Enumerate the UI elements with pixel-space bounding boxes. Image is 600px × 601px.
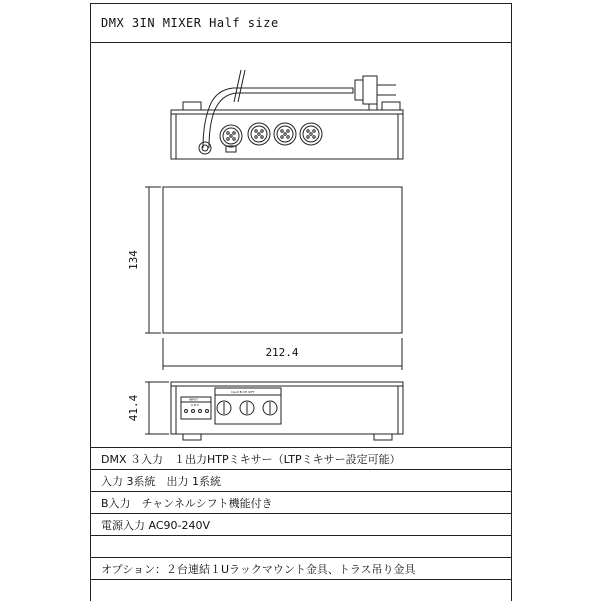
spec-row [91, 579, 511, 599]
spec-sheet [90, 3, 512, 601]
xlr-input-connector-a [248, 123, 270, 145]
spec-options: オプション：２台連結１Uラックマウント金具、トラス吊り金具 [101, 562, 416, 576]
input-knob-c [263, 401, 277, 415]
spec-table [91, 447, 511, 599]
spec-io-description: DMX ３入力 １出力HTPミキサー（LTPミキサー設定可能） [101, 452, 401, 466]
title-row [91, 4, 511, 43]
input-knob-b [240, 401, 254, 415]
spec-channels: 入力 3系統 出力 1系統 [101, 474, 221, 488]
spec-row [91, 491, 511, 513]
xlr-input-connector-b [274, 123, 296, 145]
drawing-svg [91, 42, 511, 447]
output-panel-label: INPUT [189, 397, 198, 402]
spec-row [91, 469, 511, 491]
plan-view [145, 187, 402, 370]
spec-row [91, 513, 511, 535]
spec-channel-shift: B入力 チャンネルシフト機能付き [101, 496, 273, 510]
xlr-input-connector-c [300, 123, 322, 145]
xlr-output-connector [220, 125, 242, 152]
spec-row [91, 557, 511, 579]
rear-view [171, 70, 403, 159]
spec-power-input: 電源入力 AC90-240V [101, 518, 210, 532]
input-group-label: Input B CH SIFT [231, 390, 255, 394]
spec-row [91, 447, 511, 469]
sub-panel-labels: A B C [191, 403, 200, 407]
front-view [145, 382, 403, 440]
height-dimension: 41.4 [127, 394, 140, 422]
technical-drawing [91, 42, 511, 447]
depth-dimension: 134 [127, 250, 140, 270]
input-knob-a [217, 401, 231, 415]
spec-row [91, 535, 511, 557]
page-title: DMX 3IN MIXER Half size [101, 16, 279, 30]
width-dimension: 212.4 [265, 346, 299, 359]
